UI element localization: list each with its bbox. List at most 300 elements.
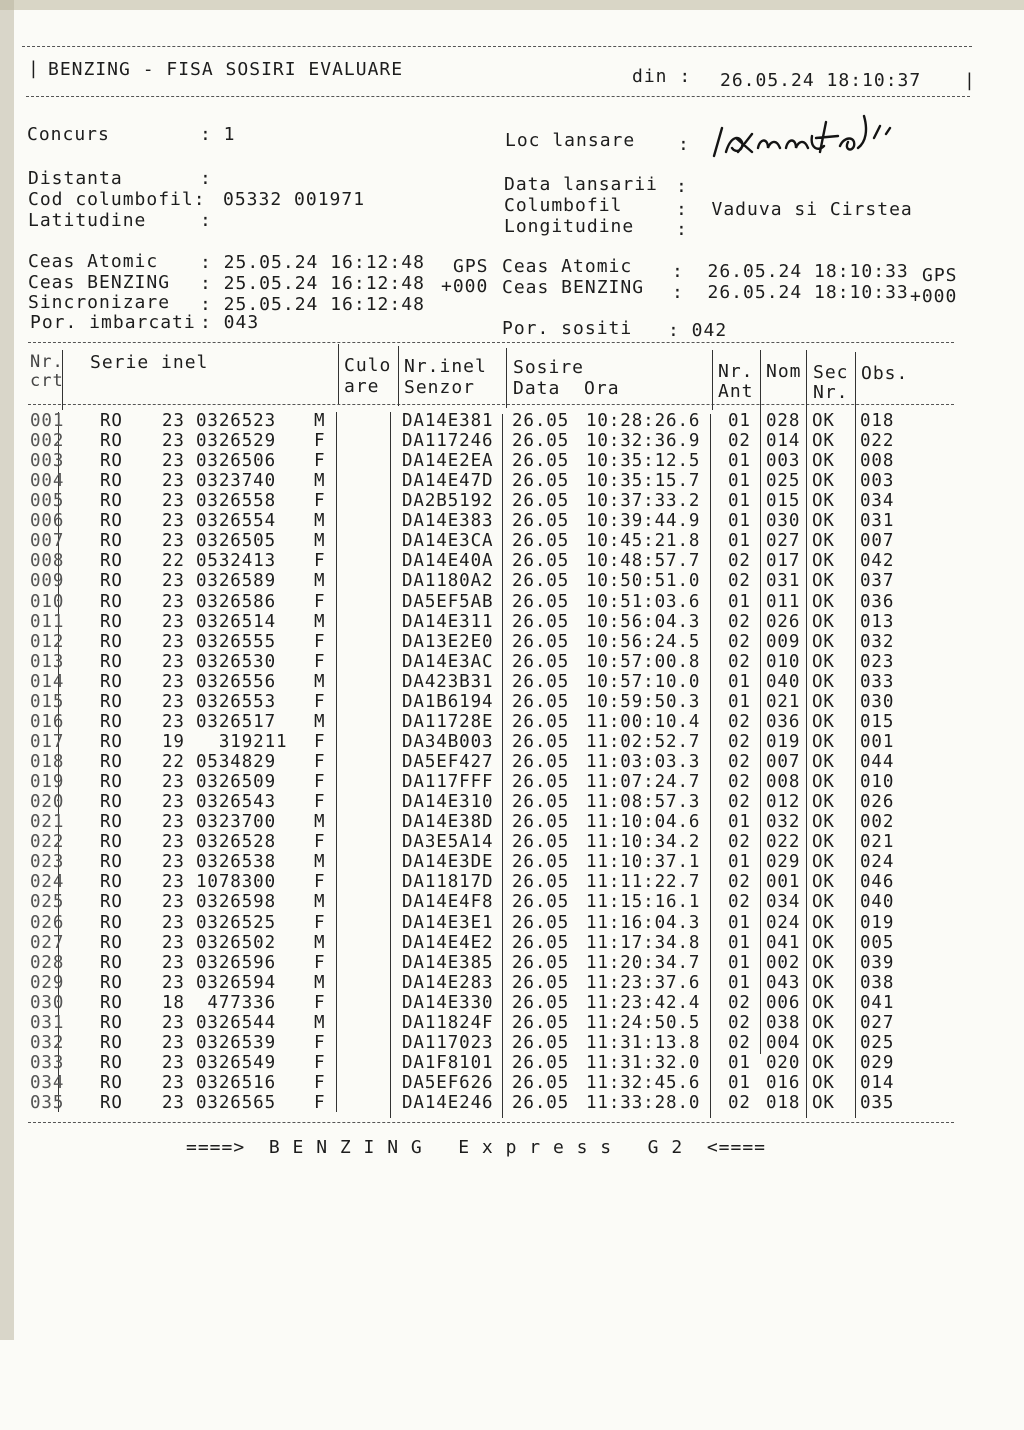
row-ora: 11:17:34.8	[586, 932, 701, 953]
row-ant: 02	[728, 772, 751, 793]
imbarcati-value: : 043	[200, 312, 260, 333]
row-inel: 0326544	[196, 1012, 277, 1033]
row-sec: OK	[812, 872, 835, 893]
row-ora: 11:32:45.6	[586, 1072, 701, 1093]
table-row	[0, 772, 1000, 792]
row-nr: 008	[30, 551, 65, 572]
row-inel: 319211	[196, 731, 288, 752]
report-date-value: 26.05.24 18:10:37	[720, 70, 922, 91]
col-nr-ant-line2: Ant	[718, 381, 754, 402]
row-data: 26.05	[512, 471, 570, 492]
row-ant: 01	[728, 531, 751, 552]
row-ant: 02	[728, 731, 751, 752]
row-nom: 027	[766, 531, 801, 552]
row-tara: RO	[100, 852, 123, 873]
row-nr: 035	[30, 1093, 65, 1114]
row-tara: RO	[100, 1032, 123, 1053]
row-obs: 042	[860, 551, 895, 572]
row-nom: 015	[766, 491, 801, 512]
row-inel: 0323700	[196, 812, 277, 833]
row-senzor: DA423B31	[402, 671, 494, 692]
row-an: 23	[162, 671, 185, 692]
row-data: 26.05	[512, 651, 570, 672]
sincronizare-value: : 25.05.24 16:12:48	[200, 294, 425, 315]
row-data: 26.05	[512, 832, 570, 853]
row-sex: F	[314, 631, 326, 652]
col-sec-line2: Nr.	[813, 382, 849, 403]
row-nr: 033	[30, 1052, 65, 1073]
row-inel: 0326505	[196, 531, 277, 552]
row-ora: 10:59:50.3	[586, 691, 701, 712]
row-inel: 0326514	[196, 611, 277, 632]
row-obs: 046	[860, 872, 895, 893]
row-data: 26.05	[512, 892, 570, 913]
row-ora: 11:02:52.7	[586, 731, 701, 752]
row-sex: M	[314, 852, 326, 873]
row-sex: M	[314, 571, 326, 592]
row-tara: RO	[100, 471, 123, 492]
row-inel: 0326538	[196, 852, 277, 873]
row-nr: 014	[30, 671, 65, 692]
row-an: 23	[162, 932, 185, 953]
row-an: 22	[162, 752, 185, 773]
row-nom: 043	[766, 972, 801, 993]
row-tara: RO	[100, 812, 123, 833]
row-sec: OK	[812, 932, 835, 953]
row-obs: 001	[860, 731, 895, 752]
right-benzing-value: : 26.05.24 18:10:33	[672, 282, 909, 303]
row-an: 23	[162, 772, 185, 793]
table-row	[0, 832, 1000, 852]
row-ora: 11:10:04.6	[586, 812, 701, 833]
row-sex: M	[314, 471, 326, 492]
row-sec: OK	[812, 551, 835, 572]
row-an: 18	[162, 992, 185, 1013]
row-senzor: DA34B003	[402, 731, 494, 752]
row-senzor: DA5EF5AB	[402, 591, 494, 612]
row-inel: 0326555	[196, 631, 277, 652]
left-atomic-suffix: GPS	[453, 256, 489, 277]
row-nr: 018	[30, 752, 65, 773]
row-senzor: DA14E3E1	[402, 912, 494, 933]
row-nr: 034	[30, 1072, 65, 1093]
row-ora: 10:28:26.6	[586, 411, 701, 431]
row-senzor: DA14E310	[402, 792, 494, 813]
row-nom: 018	[766, 1093, 801, 1114]
row-senzor: DA14E246	[402, 1093, 494, 1114]
row-sec: OK	[812, 832, 835, 853]
row-an: 23	[162, 571, 185, 592]
row-sex: M	[314, 611, 326, 632]
row-senzor: DA14E311	[402, 611, 494, 632]
row-ant: 01	[728, 932, 751, 953]
row-an: 23	[162, 591, 185, 612]
row-ora: 10:51:03.6	[586, 591, 701, 612]
row-data: 26.05	[512, 1012, 570, 1033]
row-sex: F	[314, 1072, 326, 1093]
row-obs: 002	[860, 812, 895, 833]
row-data: 26.05	[512, 1093, 570, 1114]
row-ant: 01	[728, 1052, 751, 1073]
row-inel: 0326558	[196, 491, 277, 512]
row-nom: 020	[766, 1052, 801, 1073]
row-an: 23	[162, 491, 185, 512]
row-inel: 0326586	[196, 591, 277, 612]
table-row	[0, 1013, 1000, 1033]
right-atomic-label: Ceas Atomic	[502, 256, 633, 277]
row-ora: 11:23:42.4	[586, 992, 701, 1013]
table-row	[0, 471, 1000, 491]
row-inel: 477336	[196, 992, 277, 1013]
row-sec: OK	[812, 711, 835, 732]
row-data: 26.05	[512, 1032, 570, 1053]
row-an: 22	[162, 551, 185, 572]
row-nom: 022	[766, 832, 801, 853]
row-nom: 036	[766, 711, 801, 732]
loc-lansare-colon: :	[678, 134, 690, 155]
row-obs: 032	[860, 631, 895, 652]
row-nom: 031	[766, 571, 801, 592]
row-senzor: DA11728E	[402, 711, 494, 732]
table-row	[0, 732, 1000, 752]
row-tara: RO	[100, 631, 123, 652]
row-sex: F	[314, 731, 326, 752]
row-tara: RO	[100, 431, 123, 452]
col-sep-ant	[712, 350, 713, 410]
longitudine-value: :	[676, 219, 688, 240]
row-nr: 004	[30, 471, 65, 492]
row-ora: 10:48:57.7	[586, 551, 701, 572]
left-benzing-suffix: +000	[441, 276, 489, 297]
row-nom: 032	[766, 812, 801, 833]
left-benzing-value: : 25.05.24 16:12:48	[200, 273, 425, 294]
row-obs: 015	[860, 711, 895, 732]
col-sec-line1: Sec	[813, 362, 849, 383]
row-nr: 027	[30, 932, 65, 953]
right-atomic-value: : 26.05.24 18:10:33	[672, 261, 909, 282]
row-nom: 011	[766, 591, 801, 612]
row-senzor: DA14E47D	[402, 471, 494, 492]
row-sec: OK	[812, 591, 835, 612]
col-nr-inel-line1: Nr.inel	[404, 356, 487, 377]
row-nr: 024	[30, 872, 65, 893]
row-inel: 0326539	[196, 1032, 277, 1053]
row-sex: F	[314, 491, 326, 512]
row-obs: 036	[860, 591, 895, 612]
row-nr: 032	[30, 1032, 65, 1053]
row-ant: 01	[728, 852, 751, 873]
col-sep-culoare	[338, 344, 339, 404]
cod-columbofil-label: Cod columbofil:	[28, 189, 206, 210]
row-inel: 0534829	[196, 752, 277, 773]
row-sec: OK	[812, 992, 835, 1013]
row-inel: 0323740	[196, 471, 277, 492]
row-ora: 10:56:24.5	[586, 631, 701, 652]
row-tara: RO	[100, 932, 123, 953]
col-nom: Nom	[766, 361, 802, 382]
row-sec: OK	[812, 631, 835, 652]
sositi-value: : 042	[668, 320, 728, 341]
row-an: 23	[162, 1032, 185, 1053]
row-sex: F	[314, 772, 326, 793]
table-row	[0, 551, 1000, 571]
table-row	[0, 712, 1000, 732]
row-data: 26.05	[512, 1072, 570, 1093]
row-ant: 02	[728, 832, 751, 853]
row-nom: 030	[766, 511, 801, 532]
row-senzor: DA117246	[402, 431, 494, 452]
row-nr: 022	[30, 832, 65, 853]
row-data: 26.05	[512, 711, 570, 732]
row-obs: 038	[860, 972, 895, 993]
row-nom: 021	[766, 691, 801, 712]
col-serie-inel: Serie inel	[90, 352, 209, 373]
table-row	[0, 973, 1000, 993]
sositi-label: Por. sositi	[502, 318, 633, 339]
row-sex: M	[314, 531, 326, 552]
row-nom: 040	[766, 671, 801, 692]
row-sec: OK	[812, 691, 835, 712]
row-sec: OK	[812, 892, 835, 913]
row-inel: 0326517	[196, 711, 277, 732]
row-inel: 0326589	[196, 571, 277, 592]
row-ant: 01	[728, 411, 751, 431]
left-atomic-value: : 25.05.24 16:12:48	[200, 252, 425, 273]
row-senzor: DA14E381	[402, 411, 494, 431]
left-benzing-label: Ceas BENZING	[28, 272, 171, 293]
row-sex: M	[314, 932, 326, 953]
row-nom: 024	[766, 912, 801, 933]
table-row	[0, 1033, 1000, 1053]
row-obs: 003	[860, 471, 895, 492]
row-nom: 006	[766, 992, 801, 1013]
row-ant: 02	[728, 752, 751, 773]
row-nom: 017	[766, 551, 801, 572]
row-sec: OK	[812, 752, 835, 773]
col-sep-sosire	[506, 348, 507, 408]
table-row	[0, 511, 1000, 531]
col-nr-crt-line2: crt	[30, 371, 64, 391]
row-inel: 0326529	[196, 431, 277, 452]
row-sec: OK	[812, 1072, 835, 1093]
header-bottom-rule	[26, 96, 970, 97]
row-inel: 0326509	[196, 772, 277, 793]
row-nr: 007	[30, 531, 65, 552]
paper-top-edge	[0, 0, 1024, 10]
columbofil-value: : Vaduva si Cirstea	[676, 199, 913, 220]
row-obs: 039	[860, 952, 895, 973]
row-obs: 005	[860, 932, 895, 953]
row-nom: 014	[766, 431, 801, 452]
row-nr: 013	[30, 651, 65, 672]
row-ora: 11:08:57.3	[586, 792, 701, 813]
row-nom: 025	[766, 471, 801, 492]
row-ora: 11:15:16.1	[586, 892, 701, 913]
row-sex: F	[314, 872, 326, 893]
row-obs: 044	[860, 752, 895, 773]
row-senzor: DA14E4E2	[402, 932, 494, 953]
row-an: 23	[162, 892, 185, 913]
row-sec: OK	[812, 651, 835, 672]
row-tara: RO	[100, 511, 123, 532]
row-data: 26.05	[512, 792, 570, 813]
row-sec: OK	[812, 1093, 835, 1114]
row-inel: 0326523	[196, 411, 277, 431]
table-row	[0, 953, 1000, 973]
row-senzor: DA14E40A	[402, 551, 494, 572]
row-ora: 10:35:15.7	[586, 471, 701, 492]
row-an: 23	[162, 431, 185, 452]
row-ant: 01	[728, 1072, 751, 1093]
cod-columbofil-value: 05332 001971	[223, 189, 366, 210]
row-inel: 0326502	[196, 932, 277, 953]
row-ora: 10:56:04.3	[586, 611, 701, 632]
table-row	[0, 933, 1000, 953]
row-an: 23	[162, 1072, 185, 1093]
row-inel: 0326528	[196, 832, 277, 853]
table-row	[0, 812, 1000, 832]
latitudine-label: Latitudine	[28, 210, 147, 231]
row-sex: M	[314, 972, 326, 993]
row-an: 23	[162, 511, 185, 532]
table-row	[0, 692, 1000, 712]
row-nom: 019	[766, 731, 801, 752]
row-sec: OK	[812, 411, 835, 431]
row-ant: 01	[728, 451, 751, 472]
row-ora: 11:10:37.1	[586, 852, 701, 873]
row-data: 26.05	[512, 772, 570, 793]
row-inel: 0326565	[196, 1093, 277, 1114]
row-tara: RO	[100, 832, 123, 853]
row-sex: F	[314, 651, 326, 672]
col-obs: Obs.	[861, 363, 909, 384]
row-ora: 11:07:24.7	[586, 772, 701, 793]
row-nr: 021	[30, 812, 65, 833]
row-ant: 02	[728, 711, 751, 732]
row-nom: 002	[766, 952, 801, 973]
row-nom: 003	[766, 451, 801, 472]
report-title: BENZING - FISA SOSIRI EVALUARE	[48, 59, 404, 80]
data-lansarii-label: Data lansarii	[504, 174, 658, 195]
row-ant: 01	[728, 691, 751, 712]
right-benzing-suffix: +000	[910, 286, 958, 307]
col-sosire-line1: Sosire	[513, 357, 585, 378]
row-nom: 008	[766, 772, 801, 793]
row-senzor: DA14E3AC	[402, 651, 494, 672]
table-row	[0, 571, 1000, 591]
row-tara: RO	[100, 531, 123, 552]
row-ora: 11:20:34.7	[586, 952, 701, 973]
table-row	[0, 612, 1000, 632]
latitudine-value: :	[200, 210, 212, 231]
row-nr: 011	[30, 611, 65, 632]
row-senzor: DA14E3DE	[402, 852, 494, 873]
row-sex: F	[314, 691, 326, 712]
table-row	[0, 1073, 1000, 1093]
row-senzor: DA1180A2	[402, 571, 494, 592]
row-nr: 017	[30, 731, 65, 752]
row-tara: RO	[100, 792, 123, 813]
row-ora: 11:31:13.8	[586, 1032, 701, 1053]
row-tara: RO	[100, 772, 123, 793]
row-sec: OK	[812, 972, 835, 993]
row-ant: 02	[728, 571, 751, 592]
row-ant: 02	[728, 872, 751, 893]
row-inel: 0326553	[196, 691, 277, 712]
right-atomic-suffix: GPS	[922, 265, 958, 286]
row-data: 26.05	[512, 571, 570, 592]
row-ora: 10:39:44.9	[586, 511, 701, 532]
table-header-rule	[28, 404, 954, 405]
row-sec: OK	[812, 511, 835, 532]
report-date-label: din :	[632, 66, 692, 87]
row-ant: 02	[728, 631, 751, 652]
right-benzing-label: Ceas BENZING	[502, 277, 645, 298]
row-sec: OK	[812, 531, 835, 552]
row-senzor: DA14E385	[402, 952, 494, 973]
table-top-rule	[28, 342, 954, 343]
col-nr-inel-line2: Senzor	[404, 377, 476, 398]
row-ora: 10:57:10.0	[586, 671, 701, 692]
left-atomic-label: Ceas Atomic	[28, 251, 159, 272]
row-obs: 013	[860, 611, 895, 632]
row-nr: 028	[30, 952, 65, 973]
row-an: 23	[162, 531, 185, 552]
row-ant: 02	[728, 611, 751, 632]
row-nom: 034	[766, 892, 801, 913]
row-sec: OK	[812, 1052, 835, 1073]
row-senzor: DA14E3CA	[402, 531, 494, 552]
col-culoare-line1: Culo	[344, 355, 392, 376]
row-an: 23	[162, 852, 185, 873]
row-nr: 019	[30, 772, 65, 793]
row-sex: F	[314, 792, 326, 813]
row-tara: RO	[100, 711, 123, 732]
row-inel: 1078300	[196, 872, 277, 893]
table-row	[0, 451, 1000, 471]
row-nr: 012	[30, 631, 65, 652]
row-data: 26.05	[512, 511, 570, 532]
row-nom: 009	[766, 631, 801, 652]
row-tara: RO	[100, 912, 123, 933]
row-senzor: DA14E2EA	[402, 451, 494, 472]
row-ora: 10:35:12.5	[586, 451, 701, 472]
row-ant: 01	[728, 812, 751, 833]
row-senzor: DA14E283	[402, 972, 494, 993]
row-ant: 01	[728, 972, 751, 993]
row-nr: 005	[30, 491, 65, 512]
row-nr: 015	[30, 691, 65, 712]
row-an: 23	[162, 912, 185, 933]
row-sex: F	[314, 992, 326, 1013]
row-sex: M	[314, 711, 326, 732]
row-obs: 034	[860, 491, 895, 512]
row-data: 26.05	[512, 1052, 570, 1073]
row-tara: RO	[100, 872, 123, 893]
row-inel: 0326549	[196, 1052, 277, 1073]
row-sec: OK	[812, 571, 835, 592]
row-an: 19	[162, 731, 185, 752]
row-ant: 01	[728, 491, 751, 512]
row-sex: F	[314, 551, 326, 572]
row-ora: 11:03:03.3	[586, 752, 701, 773]
row-ora: 11:23:37.6	[586, 972, 701, 993]
row-ora: 10:57:00.8	[586, 651, 701, 672]
row-tara: RO	[100, 611, 123, 632]
table-row	[0, 852, 1000, 872]
row-ora: 10:37:33.2	[586, 491, 701, 512]
row-tara: RO	[100, 411, 123, 431]
